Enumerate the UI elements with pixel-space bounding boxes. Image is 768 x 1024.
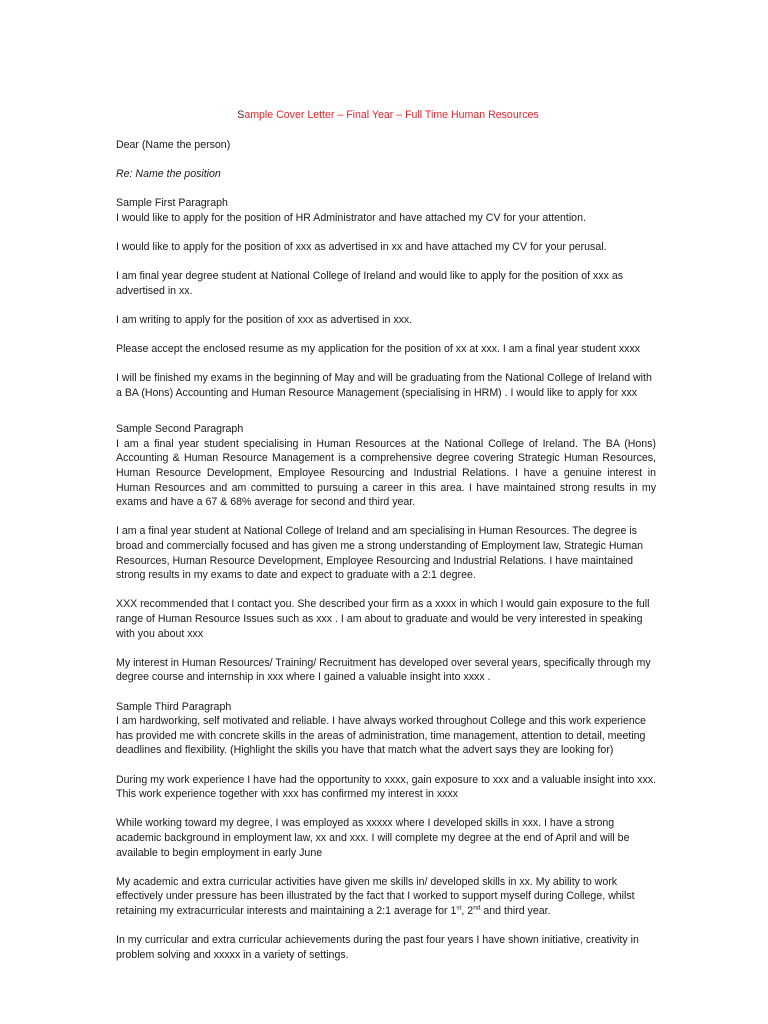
paragraph: I would like to apply for the position of xxx as advertised in xx and have attached my CV for your perusal. — [116, 240, 607, 253]
re-line: Re: Name the position — [116, 167, 221, 180]
paragraph: I am a final year student specialising in Human Resources at the National College of Ireland. The BA (Hons) Accounting & Human Resource Management is a comprehensive degree covering Strategic Human Resources, Human Resource Development, Employee Resourcing and Industrial Relations. I have a genuine interest in Human Resources and am committed to pursuing a career in this area. I have maintained strong results in my exams and have a 67 & 68% average for second and third year. — [116, 437, 656, 509]
paragraph: My interest in Human Resources/ Training/ Recruitment has developed over several years, specifically through my degree course and internship in xxx where I gained a valuable insight into xxxx . — [116, 656, 651, 684]
paragraph: I am a final year student at National College of Ireland and am specialising in Human Resources. The degree is broad and commercially focused and has given me a strong understanding of Employment law, Strategic Human Resources, Human Resource Development, Employee Resourcing and Industrial Relations. I have maintained strong results in my exams to date and expect to graduate with a 2:1 degree. — [116, 525, 644, 582]
paragraph: I am final year degree student at National College of Ireland and would like to apply for the position of xxx as advertised in xx. — [116, 269, 624, 297]
ordinal-nd: nd — [473, 904, 481, 912]
extracurricular-text-end: and third year. — [480, 904, 551, 917]
section-heading-second: Sample Second Paragraph — [116, 423, 244, 436]
cover-letter-page — [116, 108, 656, 977]
title-text: ample Cover Letter – Final Year – Full Time Human Resources — [244, 109, 539, 121]
paragraph: During my work experience I have had the opportunity to xxxx, gain exposure to xxx and a valuable insight into xxx. This work experience together with xxx has confirmed my interest in xxxx — [116, 773, 656, 801]
paragraph: I will be finished my exams in the beginning of May and will be graduating from the National College of Ireland with a BA (Hons) Accounting and Human Resource Management (specialising in HRM) . I would like to apply for xxx — [116, 372, 652, 399]
paragraph-final: In my curricular and extra curricular achievements during the past four years I have shown initiative, creativity in problem solving and xxxxx in a variety of settings. — [116, 934, 639, 961]
extracurricular-text: My academic and extra curricular activities have given me skills in/ developed skills in xx. My ability to work effectively under pressure has been illustrated by the fact that I worked to support myself during College, whilst retaining my extracurricular interests and maintaining a 2:1 average for 1 — [116, 875, 635, 917]
paragraph: I am writing to apply for the position of xxx as advertised in xxx. — [116, 313, 413, 326]
paragraph: Please accept the enclosed resume as my application for the position of xx at xxx. I am a final year student xxxx — [116, 342, 641, 355]
salutation: Dear (Name the person) — [116, 138, 231, 151]
paragraph: I am hardworking, self motivated and reliable. I have always worked throughout College and this work experience has provided me with concrete skills in the areas of administration, time management, attention to detail, meeting deadlines and flexibility. (Highlight the skills you have that match what the advert says they are looking for) — [116, 715, 646, 757]
section-heading-third: Sample Third Paragraph — [116, 700, 232, 713]
paragraph: I would like to apply for the position of HR Administrator and have attached my CV for your attention. — [116, 211, 586, 224]
paragraph: XXX recommended that I contact you. She described your firm as a xxxx in which I would gain exposure to the full range of Human Resource Issues such as xxx . I am about to graduate and would be very interested in speaking with you about xxx — [116, 598, 650, 640]
document-title — [116, 108, 656, 123]
paragraph-extracurricular — [116, 875, 656, 919]
title-first-letter: S — [237, 109, 245, 121]
ordinal-st: st — [456, 904, 462, 912]
paragraph: While working toward my degree, I was employed as xxxxx where I developed skills in xxx. I have a strong academic background in employment law, xx and xxx. I will complete my degree at the end of April and will be available to begin employment in early June — [116, 817, 630, 859]
extracurricular-text-mid: , 2 — [461, 904, 474, 917]
section-heading-first: Sample First Paragraph — [116, 196, 228, 209]
